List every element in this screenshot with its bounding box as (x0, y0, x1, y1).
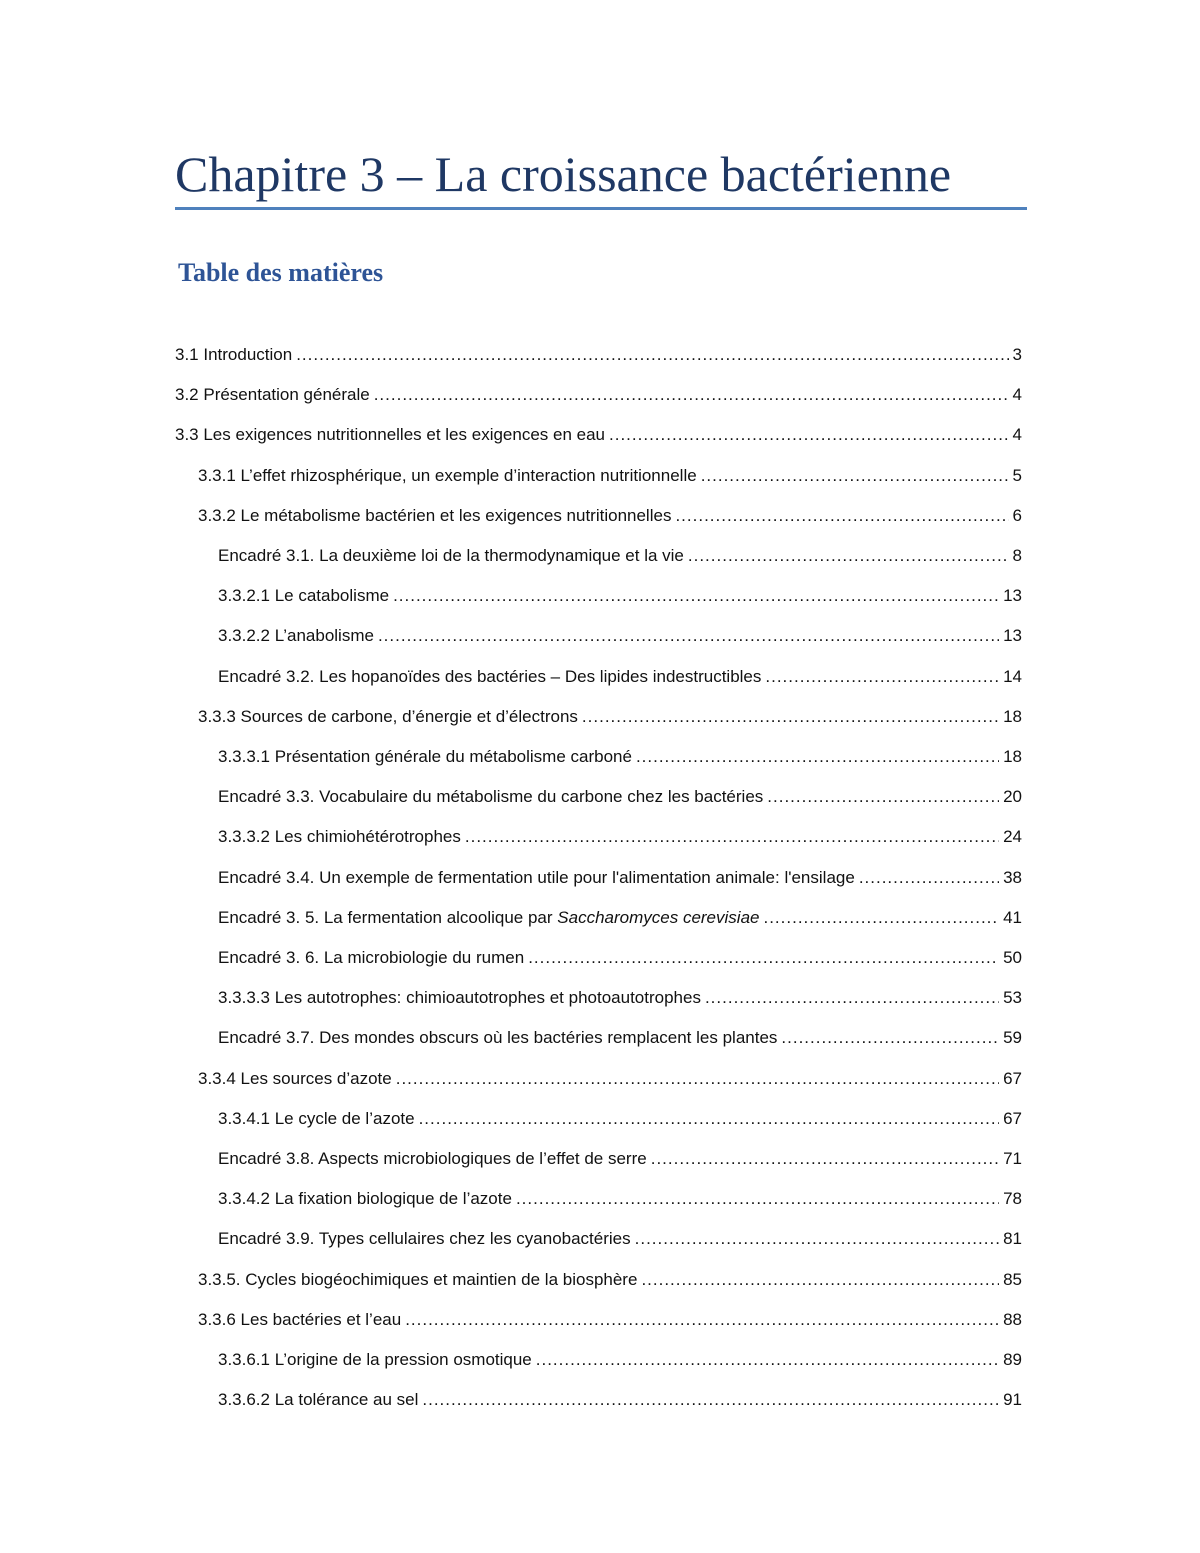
toc-entry-title-text: Encadré 3.2. Les hopanoïdes des bactéries – Des lipides indestructibles (218, 666, 762, 686)
toc-page-number: 88 (1003, 1309, 1022, 1329)
toc-entry[interactable] (218, 817, 1022, 857)
toc-page-number: 18 (1003, 747, 1022, 766)
toc-dot-leader (582, 697, 999, 737)
toc-entry-title (218, 1099, 415, 1139)
toc-dot-leader (465, 817, 999, 857)
toc-entry-title-text: 3.3.3 Sources de carbone, d’énergie et d’électrons (198, 706, 578, 726)
toc-page-number: 8 (1012, 546, 1022, 565)
toc-entry[interactable] (175, 415, 1022, 455)
toc-entry[interactable] (218, 1179, 1022, 1219)
toc-entry-title-text: 3.3.6.2 La tolérance au sel (218, 1390, 419, 1410)
toc-dot-leader (701, 456, 1009, 496)
toc-page-number: 50 (1003, 948, 1022, 967)
toc-dot-leader (675, 496, 1008, 536)
toc-entry[interactable] (198, 697, 1022, 737)
toc-page-number: 13 (1003, 586, 1022, 606)
toc-entry[interactable] (218, 978, 1022, 1018)
toc-entry-title-text: 3.3.5. Cycles biogéochimiques et maintien de la biosphère (198, 1269, 638, 1289)
toc-page-number: 18 (1003, 706, 1022, 726)
toc-entry[interactable] (218, 657, 1022, 697)
toc-dot-leader (635, 1219, 999, 1259)
toc-page-number: 85 (1003, 1269, 1022, 1289)
toc-page-number: 5 (1012, 465, 1022, 485)
toc-page-number: 41 (1003, 907, 1022, 927)
toc-entry-title (218, 576, 389, 616)
toc-dot-leader (636, 737, 999, 777)
toc-dot-leader (859, 858, 999, 898)
chapter-title: Chapitre 3 – La croissance bactérienne (175, 146, 952, 202)
toc-entry[interactable] (218, 1099, 1022, 1139)
toc-page-number: 3 (1012, 345, 1022, 364)
toc-entry-title-text: 3.3.3.2 Les chimiohétérotrophes (218, 827, 461, 847)
toc-page-number: 4 (1012, 385, 1022, 405)
toc-entry-title (218, 737, 632, 777)
toc-page-number: 53 (1003, 988, 1022, 1008)
toc-entry-title (218, 898, 759, 938)
toc-entry[interactable] (218, 536, 1022, 576)
toc-page-number: 13 (1003, 626, 1022, 646)
toc-entry-title-text: 3.3.4.2 La fixation biologique de l’azote (218, 1189, 512, 1209)
toc-page-number: 67 (1003, 1108, 1022, 1128)
toc-entry[interactable] (218, 1380, 1022, 1420)
toc-entry-title-text: 3.3.6.1 L’origine de la pression osmotique (218, 1350, 532, 1369)
toc-entry[interactable] (198, 1300, 1022, 1340)
toc-page-number: 91 (1003, 1390, 1022, 1410)
toc-entry[interactable] (218, 898, 1022, 938)
toc-entry-title-text: 3.3.2 Le métabolisme bactérien et les exigences nutritionnelles (198, 505, 672, 525)
toc-page-number: 71 (1003, 1149, 1022, 1168)
toc-entry-title-text: 3.3.3.3 Les autotrophes: chimioautotrophes et photoautotrophes (218, 988, 701, 1008)
toc-entry[interactable] (218, 777, 1022, 817)
toc-entry-title-text: Encadré 3.1. La deuxième loi de la thermodynamique et la vie (218, 546, 684, 565)
toc-entry[interactable] (218, 938, 1022, 978)
toc-entry[interactable] (218, 1219, 1022, 1259)
toc-entry-title-text: Encadré 3. 6. La microbiologie du rumen (218, 948, 525, 967)
toc-entry-title (198, 456, 697, 496)
toc-entry-title (198, 1059, 392, 1099)
toc-entry-title (218, 1219, 631, 1259)
toc-entry[interactable] (198, 496, 1022, 536)
toc-dot-leader (378, 616, 999, 656)
toc-dot-leader (763, 898, 999, 938)
toc-entry-title (175, 415, 605, 455)
toc-page-number: 14 (1003, 666, 1022, 686)
toc-page-number: 59 (1003, 1028, 1022, 1048)
toc-entry-title-text: Encadré 3. 5. La fermentation alcoolique par (218, 907, 558, 927)
toc-entry-title (218, 1380, 418, 1420)
toc-entry-title-text: Encadré 3.7. Des mondes obscurs où les bactéries remplacent les plantes (218, 1028, 778, 1048)
toc-entry-title-text: 3.3.1 L’effet rhizosphérique, un exemple d’interaction nutritionnelle (198, 465, 697, 485)
toc-entry-title (218, 978, 701, 1018)
toc-entry-title-text: Encadré 3.3. Vocabulaire du métabolisme du carbone chez les bactéries (218, 787, 764, 807)
toc-entry-title (218, 1340, 532, 1380)
toc-entry[interactable] (218, 858, 1022, 898)
toc-entry-title (175, 375, 370, 415)
toc-dot-leader (641, 1260, 999, 1300)
toc-entry-title-text: Encadré 3.9. Types cellulaires chez les cyanobactéries (218, 1229, 631, 1249)
toc-entry[interactable] (218, 1340, 1022, 1380)
toc-entry[interactable] (218, 1139, 1022, 1179)
toc-page-number: 78 (1003, 1189, 1022, 1209)
title-rule (175, 207, 1027, 210)
toc-entry[interactable] (218, 1018, 1022, 1058)
toc-dot-leader (705, 978, 999, 1018)
toc-entry-title (198, 697, 578, 737)
toc-entry-title (218, 1018, 777, 1058)
toc-entry-title (218, 536, 684, 576)
toc-entry-title-text: 3.3.4.1 Le cycle de l’azote (218, 1108, 415, 1128)
toc-dot-leader (393, 576, 999, 616)
toc-page-number: 67 (1003, 1068, 1022, 1088)
toc-entry-title-italic: Saccharomyces cerevisiae (557, 907, 760, 927)
toc-dot-leader (422, 1380, 999, 1420)
toc-heading: Table des matières (178, 258, 384, 287)
toc-page-number: 38 (1003, 867, 1022, 887)
toc-entry-title-text: 3.3 Les exigences nutritionnelles et les exigences en eau (175, 425, 606, 445)
toc-entry[interactable] (218, 737, 1022, 777)
toc-page-number: 81 (1003, 1229, 1022, 1249)
toc-entry[interactable] (198, 1260, 1022, 1300)
toc-entry-title-text: 3.3.3.1 Présentation générale du métabolisme carboné (218, 747, 632, 766)
toc-dot-leader (528, 938, 999, 978)
toc-entry-title (218, 1179, 512, 1219)
toc-entry-title-text: 3.3.2.1 Le catabolisme (218, 586, 390, 606)
toc-dot-leader (767, 777, 999, 817)
toc-entry[interactable] (175, 375, 1022, 415)
toc-dot-leader (296, 335, 1008, 375)
toc-entry[interactable] (175, 335, 1022, 375)
toc-page-number: 89 (1003, 1350, 1022, 1369)
toc-entry[interactable] (218, 576, 1022, 616)
toc-page-number: 20 (1003, 787, 1022, 807)
toc-entry[interactable] (198, 1059, 1022, 1099)
toc-entry-title-text: Encadré 3.4. Un exemple de fermentation utile pour l'alimentation animale: l'ensilage (218, 867, 855, 887)
toc-entry[interactable] (218, 616, 1022, 656)
toc-dot-leader (516, 1179, 999, 1219)
toc-dot-leader (765, 657, 999, 697)
toc-entry-title-text: 3.3.6 Les bactéries et l’eau (198, 1309, 402, 1329)
toc-entry-title (218, 657, 761, 697)
toc-entry-title-text: Encadré 3.8. Aspects microbiologiques de l’effet de serre (218, 1149, 647, 1168)
toc-entry-title-text: 3.1 Introduction (175, 345, 293, 364)
toc-entry-title (198, 1300, 401, 1340)
toc-entry-title-text: 3.3.2.2 L’anabolisme (218, 626, 374, 646)
toc-dot-leader (781, 1018, 999, 1058)
toc-entry-title (198, 1260, 637, 1300)
toc-entry-title (218, 616, 374, 656)
toc-entry-title (218, 938, 524, 978)
toc-dot-leader (396, 1059, 999, 1099)
toc-dot-leader (688, 536, 1009, 576)
toc-entry-title-text: 3.2 Présentation générale (175, 385, 370, 405)
toc-dot-leader (405, 1300, 999, 1340)
toc-entry-title (218, 1139, 647, 1179)
toc-entry-title (175, 335, 292, 375)
toc-entry-title (218, 777, 763, 817)
toc-dot-leader (419, 1099, 1000, 1139)
toc-dot-leader (536, 1340, 999, 1380)
toc-page-number: 24 (1003, 827, 1022, 847)
toc-entry-title (198, 496, 671, 536)
toc-entry-title-text: 3.3.4 Les sources d’azote (198, 1068, 392, 1088)
toc-page-number: 4 (1012, 425, 1022, 445)
toc-dot-leader (651, 1139, 999, 1179)
toc-page-number: 6 (1012, 505, 1022, 525)
toc-entry-title (218, 817, 461, 857)
toc-dot-leader (374, 375, 1009, 415)
toc-dot-leader (609, 415, 1009, 455)
toc-entry[interactable] (198, 456, 1022, 496)
toc-entry-title (218, 858, 855, 898)
